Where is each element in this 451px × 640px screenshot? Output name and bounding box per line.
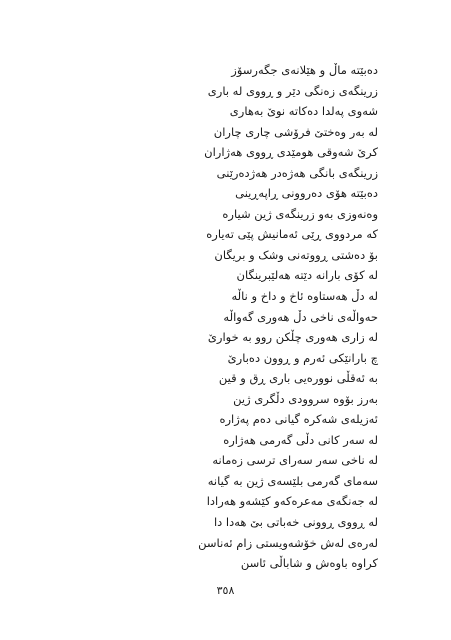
poem-line: لە سەر کانی دڵی گەرمی هەژارە	[223, 432, 378, 447]
poem-line: سەمای گەرمی بلێسەی ژین بە گیانە	[207, 473, 378, 488]
poem-line: زرینگەی بانگی هەژەدر هەژدەرێنی	[216, 165, 378, 180]
poem-line: شەوی پەلدا دەکاتە نوێ بەهاری	[229, 104, 378, 119]
poem-line: لەرەی لەش خۆشەویستی زام ئەناسن	[198, 535, 378, 550]
poem-line: کراوە باوەش و شاباڵی ئاسن	[240, 556, 378, 571]
poem-line: کرێ شەوقی هومێدی ڕووی هەژاران	[204, 145, 378, 160]
poem-line: لە زاری هەوری چڵکن روو بە خوارێ	[207, 330, 378, 345]
poem-line: دەبێتە ماڵ و هێلانەی جگەرسۆز	[231, 63, 378, 77]
poem-line: لە جەنگەی مەعرەکەو کێشەو هەرادا	[206, 494, 378, 509]
poem-line: لە دڵ هەستاوە ئاخ و داخ و ناڵە	[231, 289, 378, 304]
poem-line: لە ڕووی ڕوونی خەباتی بێ هەدا دا	[213, 515, 378, 530]
poem-line: ئەزیلەی شەکرە گیانی دەم پەژارە	[219, 412, 378, 427]
poem-text	[118, 60, 378, 574]
poem-line: بۆ دەشتی ڕووتەنی وشک و بریگان	[214, 247, 378, 262]
page-number: ٣٥٨	[216, 584, 235, 597]
poem-line: کە مردووی ڕێی ئەمانیش پێی تەیارە	[206, 227, 378, 242]
poem-line: بە ئەقڵی نوورەیی باری ڕق و قین	[218, 371, 378, 386]
poem-line: زرینگەی زەنگی دێر و ڕووی لە باری	[207, 83, 378, 98]
poem-line: لە بەر وەختێ فرۆشی چاری چاران	[213, 124, 378, 139]
poem-line: بەرز بۆوە سروودی دڵگری ژین	[233, 391, 378, 406]
poem-line: وەنەوزی بەو زرینگەی ژین شیارە	[222, 206, 378, 221]
poem-line: دەبێتە هۆی دەروونی ڕاپەڕینی	[235, 186, 378, 201]
poem-line: لە کۆی بارانە دێتە هەلێبرینگان	[236, 268, 378, 283]
poem-line: لە ناخی سەر سەرای ترسی زەمانە	[212, 453, 378, 468]
poem-line: چ بارانێکی ئەرم و ڕوون دەبارێ	[227, 350, 378, 365]
poem-line: حەواڵەی ناخی دڵ هەوری گەواڵە	[223, 309, 378, 324]
